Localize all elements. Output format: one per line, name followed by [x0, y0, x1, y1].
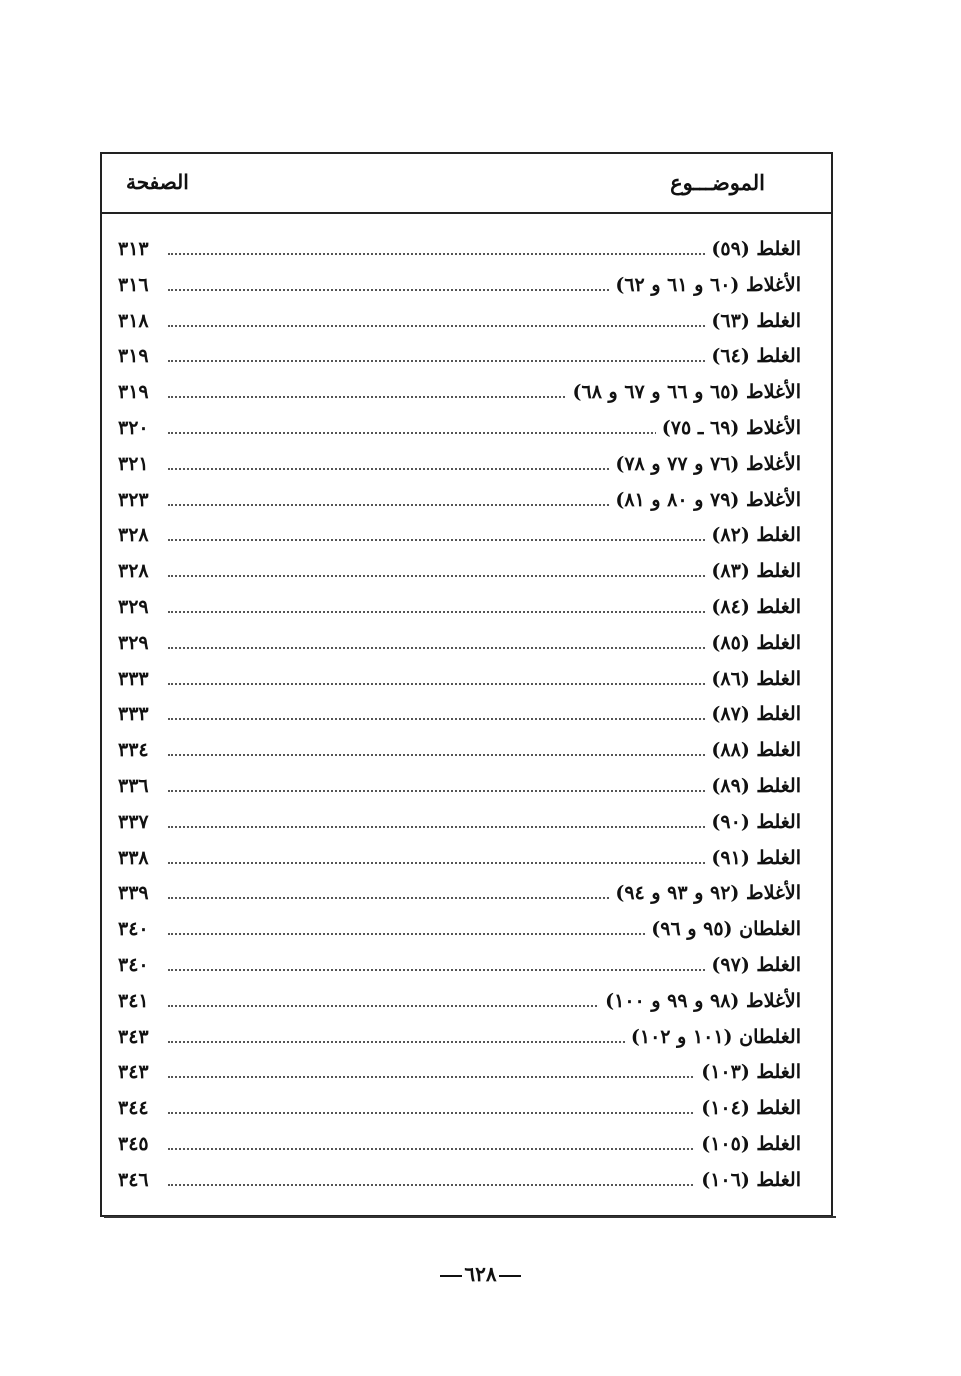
topic-column-header: الموضـــوع — [670, 170, 765, 195]
entry-title: الغلطان (١٠١ و ١٠٢) — [625, 1022, 801, 1052]
entry-page-number: ٣٢٩ — [118, 592, 166, 622]
entry-page-number: ٣١٣ — [118, 234, 166, 264]
toc-entry — [102, 771, 831, 807]
toc-entry — [102, 664, 831, 700]
frame-bottom-shadow — [104, 1216, 836, 1218]
toc-entry — [102, 413, 831, 449]
entry-page-number: ٣٤٣ — [118, 1022, 166, 1052]
entry-title: الغلط (٥٩) — [705, 234, 801, 264]
entry-page-number: ٣٢٨ — [118, 520, 166, 550]
entry-title: الغلط (١٠٣) — [695, 1057, 801, 1087]
entry-page-number: ٣٤٤ — [118, 1093, 166, 1123]
entry-title: الغلطان (٩٥ و ٩٦) — [645, 914, 801, 944]
entry-page-number: ٣٣٤ — [118, 735, 166, 765]
entry-title: الغلط (٨٦) — [705, 664, 801, 694]
entry-title: الغلط (٨٣) — [705, 556, 801, 586]
entry-title: الغلط (٨٤) — [705, 592, 801, 622]
entry-page-number: ٣٣٣ — [118, 699, 166, 729]
entry-title: الغلط (٩٠) — [705, 807, 801, 837]
entry-page-number: ٣٤٣ — [118, 1057, 166, 1087]
toc-entry — [102, 520, 831, 556]
entry-title: الغلط (٦٤) — [705, 341, 801, 371]
entry-page-number: ٣٢٠ — [118, 413, 166, 443]
entry-title: الغلط (٨٥) — [705, 628, 801, 658]
entry-page-number: ٣٤٥ — [118, 1129, 166, 1159]
entry-title: الأغلاط (٦٩ ـ ٧٥) — [656, 413, 801, 443]
entry-page-number: ٣٢٨ — [118, 556, 166, 586]
entry-page-number: ٣٣٦ — [118, 771, 166, 801]
entry-title: الغلط (٦٣) — [705, 306, 801, 336]
toc-entry — [102, 914, 831, 950]
entry-page-number: ٣١٨ — [118, 306, 166, 336]
toc-entry — [102, 807, 831, 843]
toc-entry — [102, 234, 831, 270]
footer-dash-left — [440, 1275, 462, 1277]
toc-header — [102, 154, 831, 214]
entry-page-number: ٣٢٣ — [118, 485, 166, 515]
entry-title: الغلط (٩٧) — [705, 950, 801, 980]
toc-entry — [102, 1093, 831, 1129]
entry-page-number: ٣٤٠ — [118, 914, 166, 944]
toc-entry — [102, 1129, 831, 1165]
entry-page-number: ٣٣٧ — [118, 807, 166, 837]
toc-entry — [102, 270, 831, 306]
entry-page-number: ٣٤٠ — [118, 950, 166, 980]
entry-title: الأغلاط (٦٠ و ٦١ و ٦٢) — [609, 270, 801, 300]
entry-title: الأغلاط (٧٦ و ٧٧ و ٧٨) — [609, 449, 801, 479]
entry-page-number: ٣٣٨ — [118, 843, 166, 873]
entry-title: الأغلاط (٩٢ و ٩٣ و ٩٤) — [609, 878, 801, 908]
table-of-contents-frame — [100, 152, 833, 1217]
entry-title: الأغلاط (٩٨ و ٩٩ و ١٠٠) — [599, 986, 801, 1016]
page-column-header: الصفحة — [126, 170, 189, 194]
toc-entry — [102, 306, 831, 342]
entry-page-number: ٣٣٩ — [118, 878, 166, 908]
entry-page-number: ٣٤٦ — [118, 1165, 166, 1195]
entry-page-number: ٣١٩ — [118, 341, 166, 371]
toc-entry — [102, 556, 831, 592]
footer-dash-right — [499, 1275, 521, 1277]
entry-title: الأغلاط (٧٩ و ٨٠ و ٨١) — [609, 485, 801, 515]
entry-title: الغلط (٨٢) — [705, 520, 801, 550]
entry-page-number: ٣٢٩ — [118, 628, 166, 658]
toc-entry — [102, 449, 831, 485]
page-number: ٦٢٨ — [464, 1262, 497, 1286]
entry-page-number: ٣٢١ — [118, 449, 166, 479]
toc-entry — [102, 735, 831, 771]
entry-title: الغلط (١٠٤) — [695, 1093, 801, 1123]
toc-entry — [102, 950, 831, 986]
toc-list — [102, 234, 831, 1201]
toc-entry — [102, 341, 831, 377]
entry-title: الغلط (١٠٥) — [695, 1129, 801, 1159]
entry-page-number: ٣١٦ — [118, 270, 166, 300]
toc-entry — [102, 1022, 831, 1058]
toc-entry — [102, 485, 831, 521]
entry-title: الغلط (٨٨) — [705, 735, 801, 765]
toc-entry — [102, 628, 831, 664]
toc-entry — [102, 1165, 831, 1201]
toc-entry — [102, 986, 831, 1022]
entry-title: الغلط (٨٩) — [705, 771, 801, 801]
entry-page-number: ٣٣٣ — [118, 664, 166, 694]
toc-entry — [102, 377, 831, 413]
entry-title: الغلط (٩١) — [705, 843, 801, 873]
entry-title: الغلط (١٠٦) — [695, 1165, 801, 1195]
entry-page-number: ٣٤١ — [118, 986, 166, 1016]
toc-entry — [102, 878, 831, 914]
toc-entry — [102, 1057, 831, 1093]
toc-entry — [102, 843, 831, 879]
entry-title: الغلط (٨٧) — [705, 699, 801, 729]
toc-entry — [102, 592, 831, 628]
toc-entry — [102, 699, 831, 735]
entry-page-number: ٣١٩ — [118, 377, 166, 407]
page-footer — [0, 1262, 961, 1286]
entry-title: الأغلاط (٦٥ و ٦٦ و ٦٧ و ٦٨) — [567, 377, 801, 407]
